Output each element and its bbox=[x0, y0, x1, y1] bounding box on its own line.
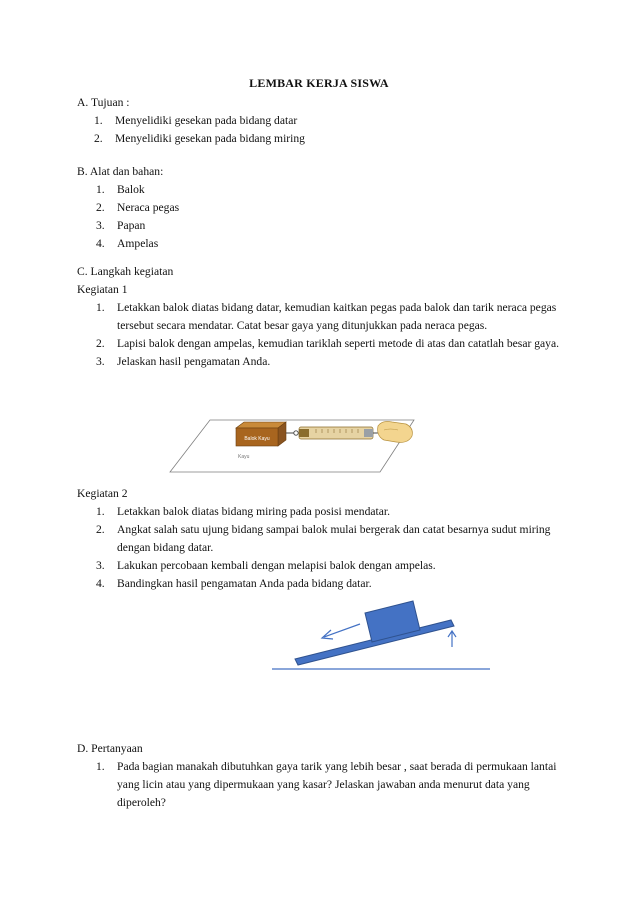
list-number: 2. bbox=[96, 201, 105, 214]
list-text: Bandingkan hasil pengamatan Anda pada bidang datar. bbox=[117, 577, 372, 590]
list-number: 1. bbox=[94, 114, 103, 127]
tujuan-list bbox=[77, 112, 577, 148]
section-heading-pertanyaan: D. Pertanyaan bbox=[77, 742, 143, 755]
list-text: Neraca pegas bbox=[117, 201, 180, 214]
list-item bbox=[77, 557, 577, 575]
list-number: 2. bbox=[94, 132, 103, 145]
section-heading-tujuan: A. Tujuan : bbox=[77, 96, 130, 109]
list-text: Angkat salah satu ujung bidang sampai balok mulai bergerak dan catat besarnya sudut miring dengan bidang datar. bbox=[117, 523, 551, 554]
list-text: Papan bbox=[117, 219, 146, 232]
list-text: Jelaskan hasil pengamatan Anda. bbox=[117, 355, 271, 368]
list-text: Lapisi balok dengan ampelas, kemudian tariklah seperti metode di atas dan catatlah besar gaya. bbox=[117, 337, 560, 350]
figure-flat-surface bbox=[168, 402, 418, 476]
list-item bbox=[77, 181, 577, 199]
figure-inclined-plane bbox=[268, 590, 492, 674]
list-item bbox=[77, 112, 577, 130]
list-item bbox=[77, 758, 577, 812]
list-item bbox=[77, 235, 577, 253]
surface-label: Kayu bbox=[238, 454, 250, 460]
section-heading-alat: B. Alat dan bahan: bbox=[77, 165, 164, 178]
kegiatan-2-list bbox=[77, 503, 577, 593]
hand-icon bbox=[378, 422, 413, 443]
force-arrow bbox=[324, 624, 360, 637]
list-item bbox=[77, 335, 577, 353]
list-text: Ampelas bbox=[117, 237, 159, 250]
list-text: Lakukan percobaan kembali dengan melapisi balok dengan ampelas. bbox=[117, 559, 436, 572]
pertanyaan-list bbox=[77, 758, 577, 812]
list-number: 3. bbox=[96, 559, 105, 572]
list-text: Balok bbox=[117, 183, 145, 196]
list-text: Letakkan balok diatas bidang miring pada posisi mendatar. bbox=[117, 505, 391, 518]
subheading-kegiatan-1: Kegiatan 1 bbox=[77, 283, 128, 296]
section-pertanyaan bbox=[77, 740, 577, 812]
list-number: 1. bbox=[96, 183, 105, 196]
list-item bbox=[77, 130, 577, 148]
alat-list bbox=[77, 181, 577, 253]
list-number: 2. bbox=[96, 337, 105, 350]
list-number: 3. bbox=[96, 355, 105, 368]
list-item bbox=[77, 503, 577, 521]
list-number: 2. bbox=[96, 523, 105, 536]
list-item bbox=[77, 299, 577, 335]
block-label: Balok Kayu bbox=[244, 436, 270, 442]
list-text: Menyelidiki gesekan pada bidang datar bbox=[115, 114, 298, 127]
list-text: Menyelidiki gesekan pada bidang miring bbox=[115, 132, 305, 145]
page-title: LEMBAR KERJA SISWA bbox=[249, 76, 389, 90]
section-tujuan bbox=[77, 94, 577, 148]
list-text: Letakkan balok diatas bidang datar, kemudian kaitkan pegas pada balok dan tarik neraca pegas tersebut secara mendatar. Catat besar gaya yang ditunjukkan pada neraca pegas. bbox=[117, 301, 557, 332]
list-number: 3. bbox=[96, 219, 105, 232]
section-langkah bbox=[77, 263, 577, 371]
list-number: 1. bbox=[96, 505, 105, 518]
section-kegiatan-2 bbox=[77, 485, 577, 593]
list-item bbox=[77, 199, 577, 217]
list-item bbox=[77, 217, 577, 235]
spring-scale-end bbox=[299, 429, 309, 437]
spring-scale bbox=[299, 427, 373, 439]
section-heading-langkah: C. Langkah kegiatan bbox=[77, 265, 174, 278]
list-text: Pada bagian manakah dibutuhkan gaya tarik yang lebih besar , saat berada di permukaan lantai yang licin atau yang dipermukaan yang kasar? Jelaskan jawaban anda menurut data yang diperoleh? bbox=[117, 760, 557, 809]
subheading-kegiatan-2: Kegiatan 2 bbox=[77, 487, 128, 500]
list-number: 1. bbox=[96, 760, 105, 773]
list-item bbox=[77, 521, 577, 557]
section-alat bbox=[77, 163, 577, 253]
list-item bbox=[77, 353, 577, 371]
list-number: 4. bbox=[96, 577, 105, 590]
list-number: 1. bbox=[96, 301, 105, 314]
spring-scale-slider bbox=[364, 429, 373, 437]
kegiatan-1-list bbox=[77, 299, 577, 371]
list-number: 4. bbox=[96, 237, 105, 250]
wood-block-top bbox=[236, 422, 286, 428]
